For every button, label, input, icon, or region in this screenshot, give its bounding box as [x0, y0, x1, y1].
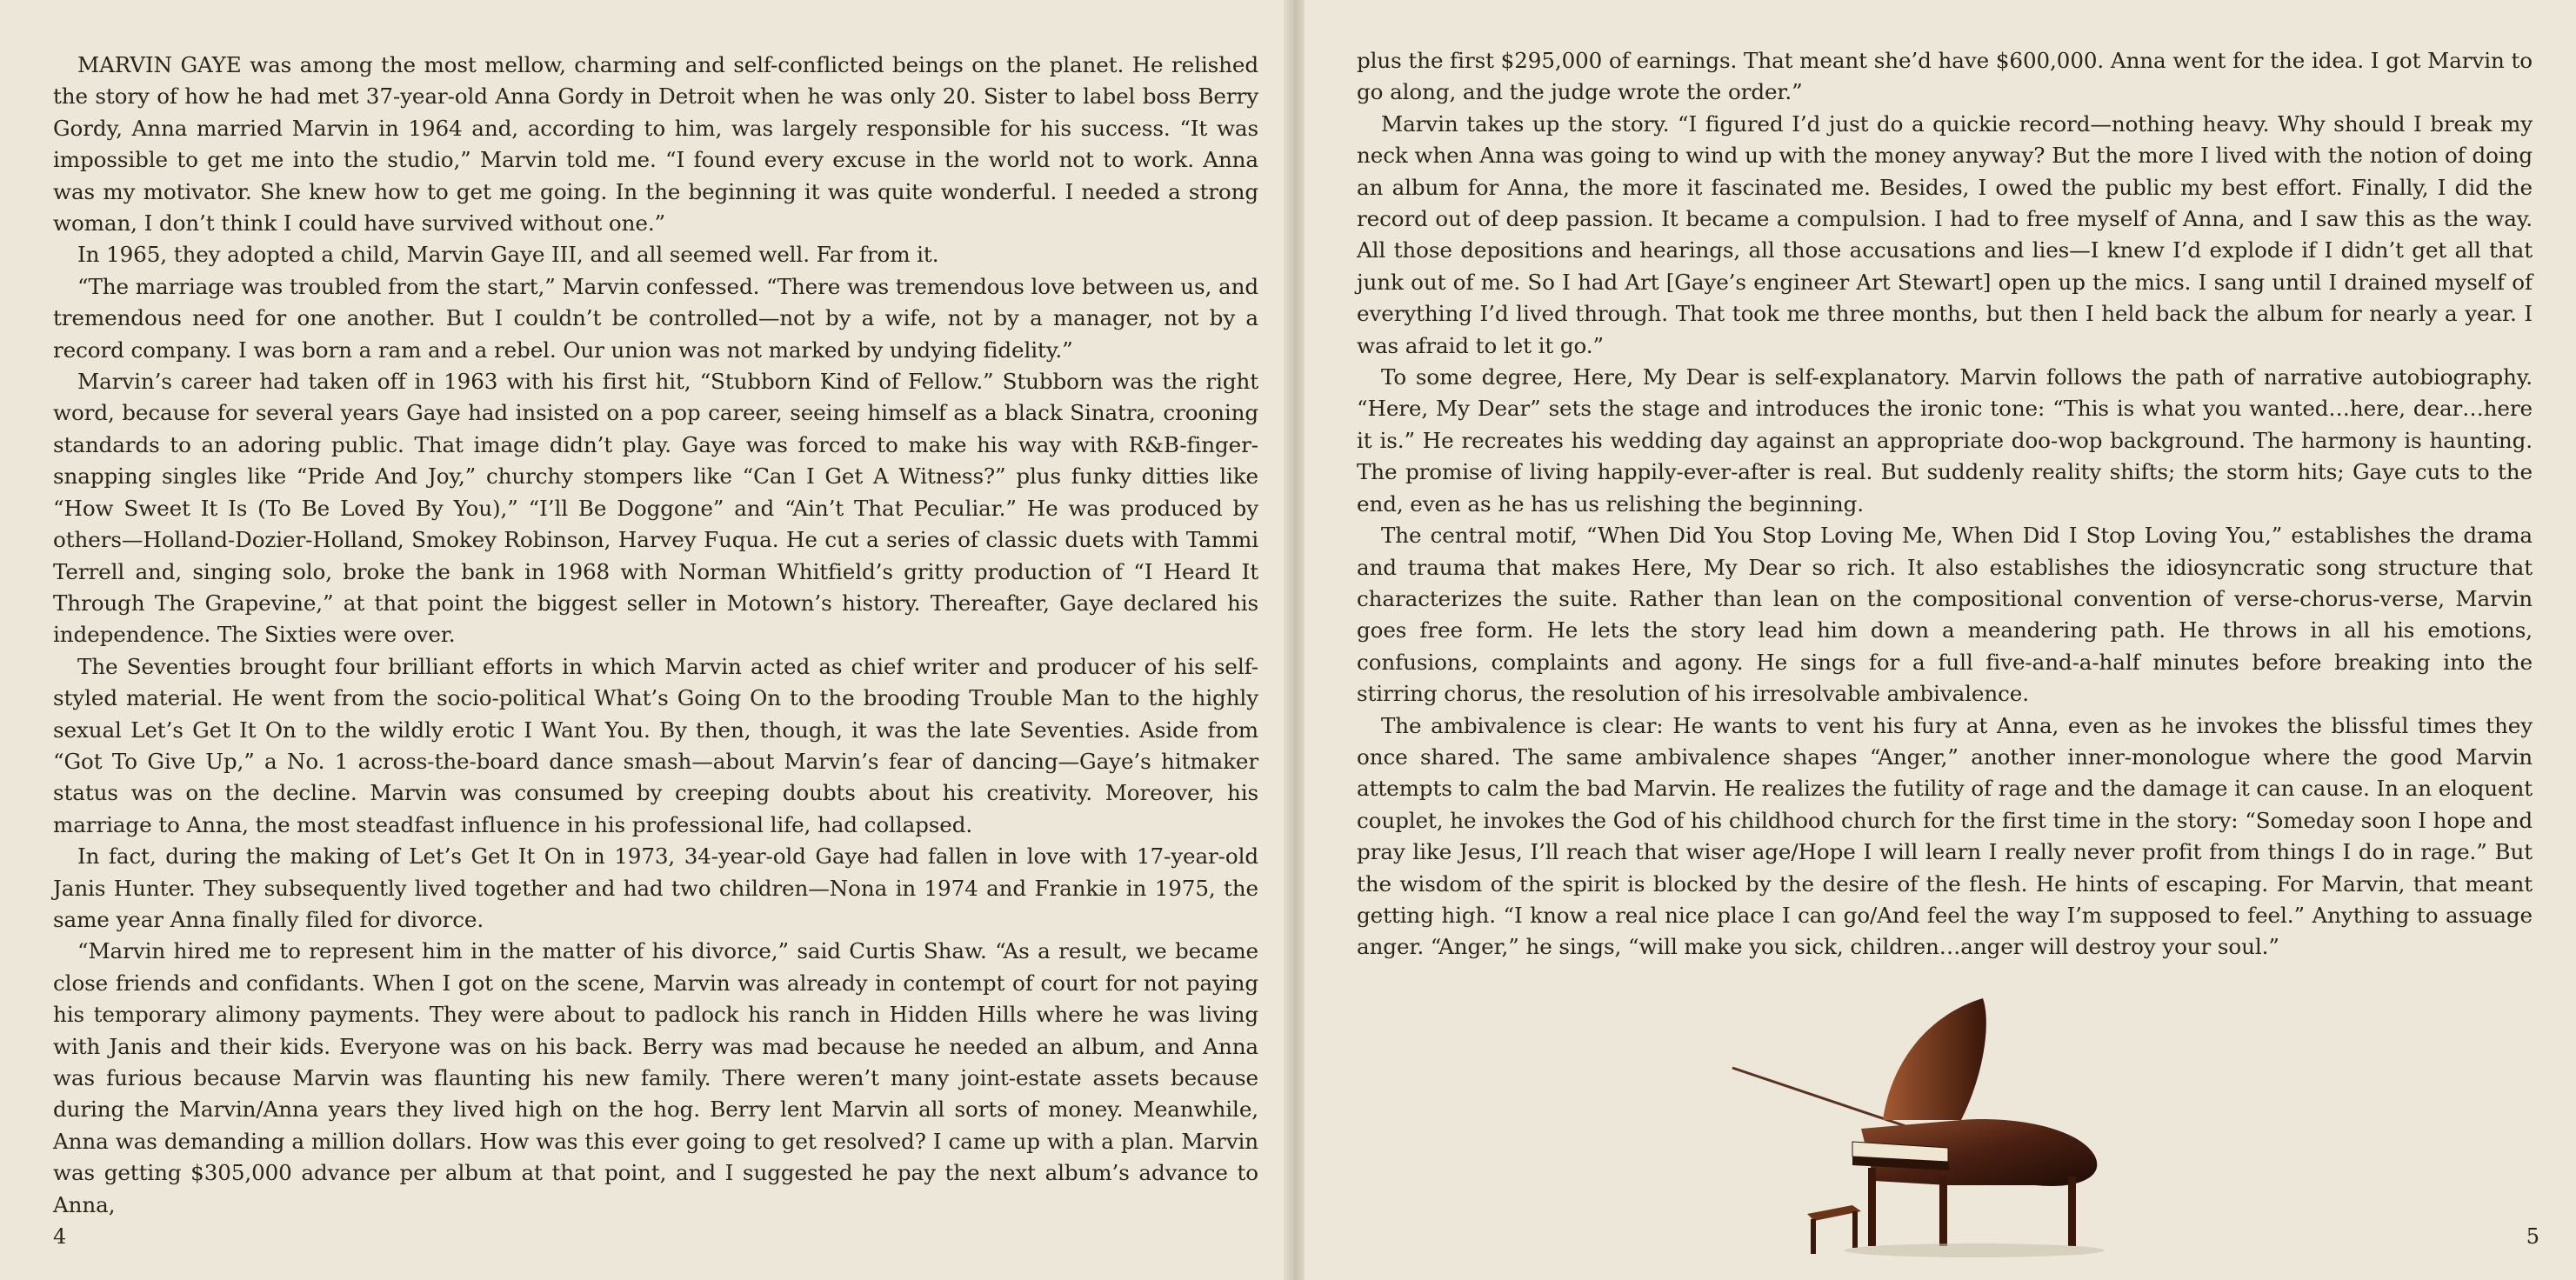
left-page-text — [53, 50, 1258, 1221]
paragraph: “Marvin hired me to represent him in the matter of his divorce,” said Curtis Shaw. “As a result, we became close friends and confidants. When I got on the scene, Marvin was already in contempt of court for not paying his temporary alimony payments. They were about to padlock his ranch in Hidden Hills where he was living with Janis and their kids. Everyone was on his back. Berry was mad because he needed an album, and Anna was furious because Marvin was flaunting his new family. There weren’t many joint-estate assets because during the Marvin/Anna years they lived high on the hog. Berry lent Marvin all sorts of money. Meanwhile, Anna was demanding a million dollars. How was this ever going to get resolved? I came up with a plan. Marvin was getting $305,000 advance per album at that point, and I suggested he pay the next album’s advance to Anna, — [53, 938, 1258, 1217]
book-gutter — [1284, 0, 1305, 1280]
paragraph: The Seventies brought four brilliant efforts in which Marvin acted as chief writer and producer of his self-styled material. He went from the socio-political What’s Going On to the brooding Trouble Man to the highly sexual Let’s Get It On to the wildly erotic I Want You. By then, though, it was the late Seventies. Aside from “Got To Give Up,” a No. 1 across-the-board dance smash—about Marvin’s fear of dancing—Gaye’s hitmaker status was on the decline. Marvin was consumed by creeping doubts about his creativity. Moreover, his marriage to Anna, the most steadfast influence in his professional life, had collapsed. — [53, 653, 1258, 837]
paragraph: MARVIN GAYE was among the most mellow, charming and self-conflicted beings on the planet. He relished the story of how he had met 37-year-old Anna Gordy in Detroit when he was only 20. Sister to label boss Berry Gordy, Anna married Marvin in 1964 and, according to him, was largely responsible for his success. “It was impossible to get me into the studio,” Marvin told me. “I found every excuse in the world not to work. Anna was my motivator. She knew how to get me going. In the beginning it was quite wonderful. I needed a strong woman, I don’t think I could have survived without one.” — [53, 52, 1258, 237]
paragraph: plus the first $295,000 of earnings. That meant she’d have $600,000. Anna went for the idea. I got Marvin to go along, and the judge wrote the order.” — [1357, 48, 2533, 105]
paragraph: In 1965, they adopted a child, Marvin Gaye III, and all seemed well. Far from it. — [77, 242, 939, 268]
paragraph: The central motif, “When Did You Stop Loving Me, When Did I Stop Loving You,” establishes the drama and trauma that makes Here, My Dear so rich. It also establishes the idiosyncratic song structure that characterizes the suite. Rather than lean on the compositional convention of verse-chorus-verse, Marvin goes free form. He lets the story lead him down a meandering path. He throws in all his emotions, confusions, complaints and agony. He sings for a full five-and-a-half minutes before breaking into the stirring chorus, the resolution of his irresolvable ambivalence. — [1357, 523, 2533, 707]
left-page — [0, 0, 1284, 1280]
paragraph: To some degree, Here, My Dear is self-explanatory. Marvin follows the path of narrative autobiography. “Here, My Dear” sets the stage and introduces the ironic tone: “This is what you wanted…here, dear…here it is.” He recreates his wedding day against an appropriate doo-wop background. The harmony is haunting. The promise of living happily-ever-after is real. But suddenly reality shifts; the storm hits; Gaye cuts to the end, even as he has us relishing the beginning. — [1357, 364, 2533, 517]
grand-piano-illustration — [1731, 998, 2113, 1259]
paragraph: The ambivalence is clear: He wants to vent his fury at Anna, even as he invokes the blissful times they once shared. The same ambivalence shapes “Anger,” another inner-monologue where the good Marvin attempts to calm the bad Marvin. He realizes the futility of rage and the damage it can cause. In an eloquent couplet, he invokes the God of his childhood church for the first time in the story: “Someday soon I hope and pray like Jesus, I’ll reach that wiser age/Hope I will learn I really never profit from things I do in rage.” But the wisdom of the spirit is blocked by the desire of the flesh. He hints of escaping. For Marvin, that meant getting high. “I know a real nice place I can go/And feel the way I’m supposed to feel.” Anything to assuage anger. “Anger,” he sings, “will make you sick, children…anger will destroy your soul.” — [1357, 712, 2533, 960]
paragraph: In fact, during the making of Let’s Get It On in 1973, 34-year-old Gaye had fallen in love with 17-year-old Janis Hunter. They subsequently lived together and had two children—Nona in 1974 and Frankie in 1975, the same year Anna finally filed for divorce. — [53, 843, 1258, 932]
right-page — [1305, 0, 2576, 1280]
page-number-right: 5 — [2526, 1224, 2539, 1249]
paragraph: Marvin’s career had taken off in 1963 with his first hit, “Stubborn Kind of Fellow.” Stubborn was the right word, because for several years Gaye had insisted on a pop career, seeing himself as a black Sinatra, crooning standards to an adoring public. That image didn’t play. Gaye was forced to make his way with R&B-finger-snapping singles like “Pride And Joy,” churchy stompers like “Can I Get A Witness?” plus funky ditties like “How Sweet It Is (To Be Loved By You),” “I’ll Be Doggone” and “Ain’t That Peculiar.” He was produced by others—Holland-Dozier-Holland, Smokey Robinson, Harvey Fuqua. He cut a series of classic duets with Tammi Terrell and, singing solo, broke the bank in 1968 with Norman Whitfield’s gritty production of “I Heard It Through The Grapevine,” at that point the biggest seller in Motown’s history. Thereafter, Gaye declared his independence. The Sixties were over. — [53, 369, 1258, 648]
paragraph: Marvin takes up the story. “I figured I’d just do a quickie record—nothing heavy. Why should I break my neck when Anna was going to wind up with the money anyway? But the more I lived with the notion of doing an album for Anna, the more it fascinated me. Besides, I owed the public my best effort. Finally, I did the record out of deep passion. It became a compulsion. I had to free myself of Anna, and I saw this as the way. All those depositions and hearings, all those accusations and lies—I knew I’d explode if I didn’t get all that junk out of me. So I had Art [Gaye’s engineer Art Stewart] open up the mics. I sang until I drained myself of everything I’d lived through. That took me three months, but then I held back the album for nearly a year. I was afraid to let it go.” — [1357, 110, 2533, 358]
paragraph: “The marriage was troubled from the start,” Marvin confessed. “There was tremendous love between us, and tremendous need for one another. But I couldn’t be controlled—not by a wife, not by a manager, not by a record company. I was born a ram and a rebel. Our union was not marked by undying fidelity.” — [53, 273, 1258, 363]
right-page-text — [1357, 45, 2533, 963]
page-number-left: 4 — [53, 1224, 67, 1249]
